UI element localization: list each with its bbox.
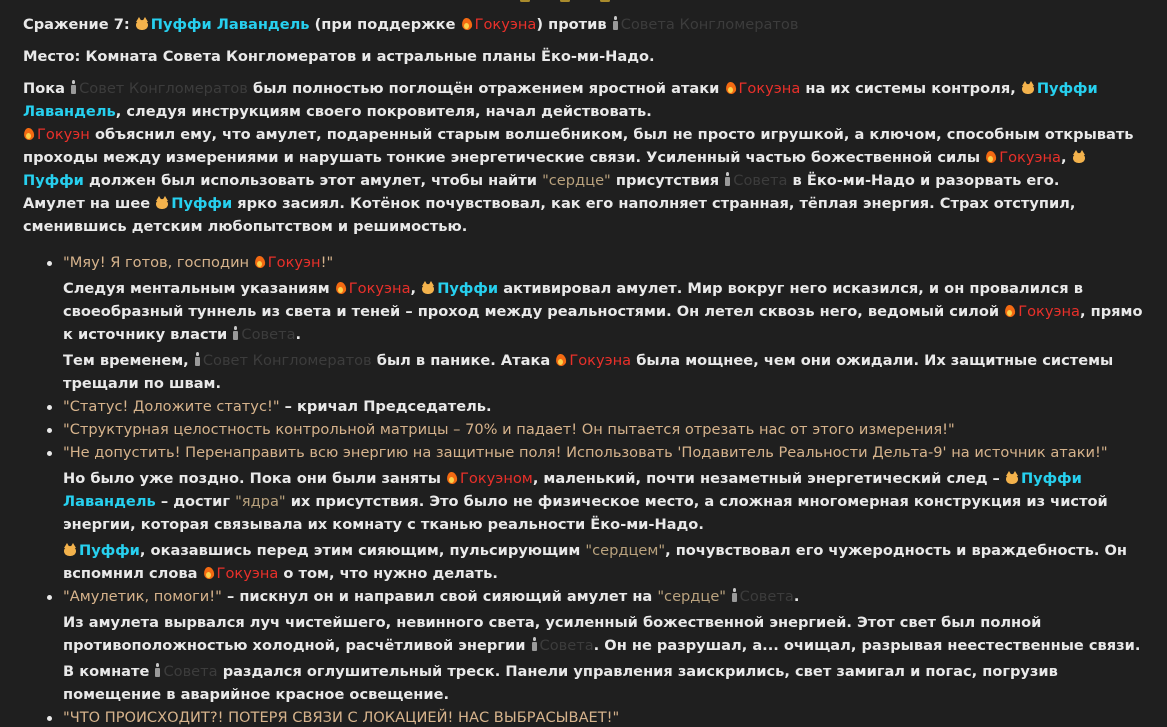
list-item-text: В комнате Совета раздался оглушительный треск. Панели управления заискрились, свет замигал и погас, погрузив помещение в аварийное красное освещение. bbox=[63, 663, 1058, 703]
fire-icon bbox=[254, 254, 265, 268]
cat-face-icon bbox=[421, 281, 435, 294]
cat-face-icon bbox=[1021, 81, 1035, 94]
ally-name: Гокуэна bbox=[474, 16, 537, 33]
candle-icon bbox=[154, 663, 161, 677]
enemy-name: Совета Конгломератов bbox=[620, 16, 799, 33]
list-item-text: Тем временем, Совет Конгломератов был в панике. Атака Гокуэна была мощнее, чем они ожидали. Их защитные системы трещали по швам. bbox=[63, 352, 1114, 392]
intro-paragraph-3: Амулет на шее Пуффи ярко засиял. Котёнок почувствовал, как его наполняет странная, тёплая энергия. Страх отступил, сменившись детским любопытством и решимостью. bbox=[23, 195, 1076, 235]
list-item: "Амулетик, помоги!" – пискнул он и направил свой сияющий амулет на "сердце" Совета. bbox=[63, 585, 1147, 608]
list-item-text: Из амулета вырвался луч чистейшего, невинного света, усиленный божественной энергией. Этот свет был полной противоположностью холодной, расчётливой энергии Совета. Он не разрушал, а... очищал, разрывая неестественные связи. bbox=[63, 614, 1141, 654]
location-line: Место: Комната Совета Конгломератов и астральные планы Ёко-ми-Надо. bbox=[23, 48, 655, 65]
fire-icon bbox=[1004, 303, 1015, 317]
scroll-top-edge bbox=[0, 0, 1167, 4]
list-item-text: Пуффи, оказавшись перед этим сияющим, пульсирующим "сердцем", почувствовал его чужеродность и враждебность. Он вспомнил слова Гокуэна о том, что нужно делать. bbox=[63, 542, 1127, 582]
intro-paragraph-2: Гокуэн объяснил ему, что амулет, подаренный старым волшебником, был не просто игрушкой, а ключом, способным открывать проходы между измерениями и нарушать тонкие энергетические связи. Усиленный частью божественной силы Гокуэна, Пуффи должен был использовать этот амулет, чтобы найти "сердце" присутствия Совета в Ёко-ми-Надо и разорвать его. bbox=[23, 126, 1134, 189]
fire-icon bbox=[461, 16, 472, 30]
cat-face-icon bbox=[1005, 471, 1019, 484]
fire-icon bbox=[985, 149, 996, 163]
fire-icon bbox=[725, 80, 736, 94]
cat-face-icon bbox=[1072, 150, 1086, 163]
hero-name: Пуффи Лавандель bbox=[150, 16, 310, 33]
list-item: "Мяу! Я готов, господин Гокуэн!" bbox=[63, 251, 1147, 274]
candle-icon bbox=[612, 16, 619, 30]
heading-prefix: Сражение 7: bbox=[23, 16, 130, 33]
candle-icon bbox=[194, 352, 201, 366]
battle-heading: Сражение 7: Пуффи Лавандель (при поддержке Гокуэна) против Совета Конгломератов bbox=[23, 16, 799, 33]
fire-icon bbox=[23, 126, 34, 140]
candle-icon bbox=[724, 172, 731, 186]
cat-face-icon bbox=[63, 543, 77, 556]
cat-face-icon bbox=[155, 196, 169, 209]
list-item: "Статус! Доложите статус!" – кричал Председатель. bbox=[63, 395, 1147, 418]
list-item-text: Но было уже поздно. Пока они были заняты Гокуэном, маленький, почти незаметный энергетический след – Пуффи Лавандель – достиг "ядра" их присутствия. Это было не физическое место, а сложная многомерная конструкция из чистой энергии, которая связывала их комнату с тканью реальности Ёко-ми-Надо. bbox=[63, 470, 1108, 533]
list-item: "ЧТО ПРОИСХОДИТ?! ПОТЕРЯ СВЯЗИ С ЛОКАЦИЕЙ! НАС ВЫБРАСЫВАЕТ!" bbox=[63, 706, 1147, 727]
fire-icon bbox=[203, 565, 214, 579]
list-item: "Не допустить! Перенаправить всю энергию на защитные поля! Использовать 'Подавитель Реальности Дельта-9' на источник атаки!" bbox=[63, 441, 1147, 464]
fire-icon bbox=[446, 470, 457, 484]
fire-icon bbox=[335, 280, 346, 294]
list-item: "Структурная целостность контрольной матрицы – 70% и падает! Он пытается отрезать нас от этого измерения!" bbox=[63, 418, 1147, 441]
candle-icon bbox=[531, 637, 538, 651]
intro-paragraph-1: Пока Совет Конгломератов был полностью поглощён отражением яростной атаки Гокуэна на их системы контроля, Пуффи Лавандель, следуя инструкциям своего покровителя, начал действовать. bbox=[23, 80, 1098, 120]
candle-icon bbox=[731, 588, 738, 602]
candle-icon bbox=[232, 326, 239, 340]
story-list bbox=[23, 251, 1147, 727]
fire-icon bbox=[555, 352, 566, 366]
list-item-text: Следуя ментальным указаниям Гокуэна, Пуффи активировал амулет. Мир вокруг него исказился, и он провалился в своеобразный туннель из света и теней – проход между реальностями. Он летел сквозь него, ведомый силой Гокуэна, прямо к источнику власти Совета. bbox=[63, 280, 1143, 343]
cat-face-icon bbox=[135, 17, 149, 30]
candle-icon bbox=[70, 80, 77, 94]
